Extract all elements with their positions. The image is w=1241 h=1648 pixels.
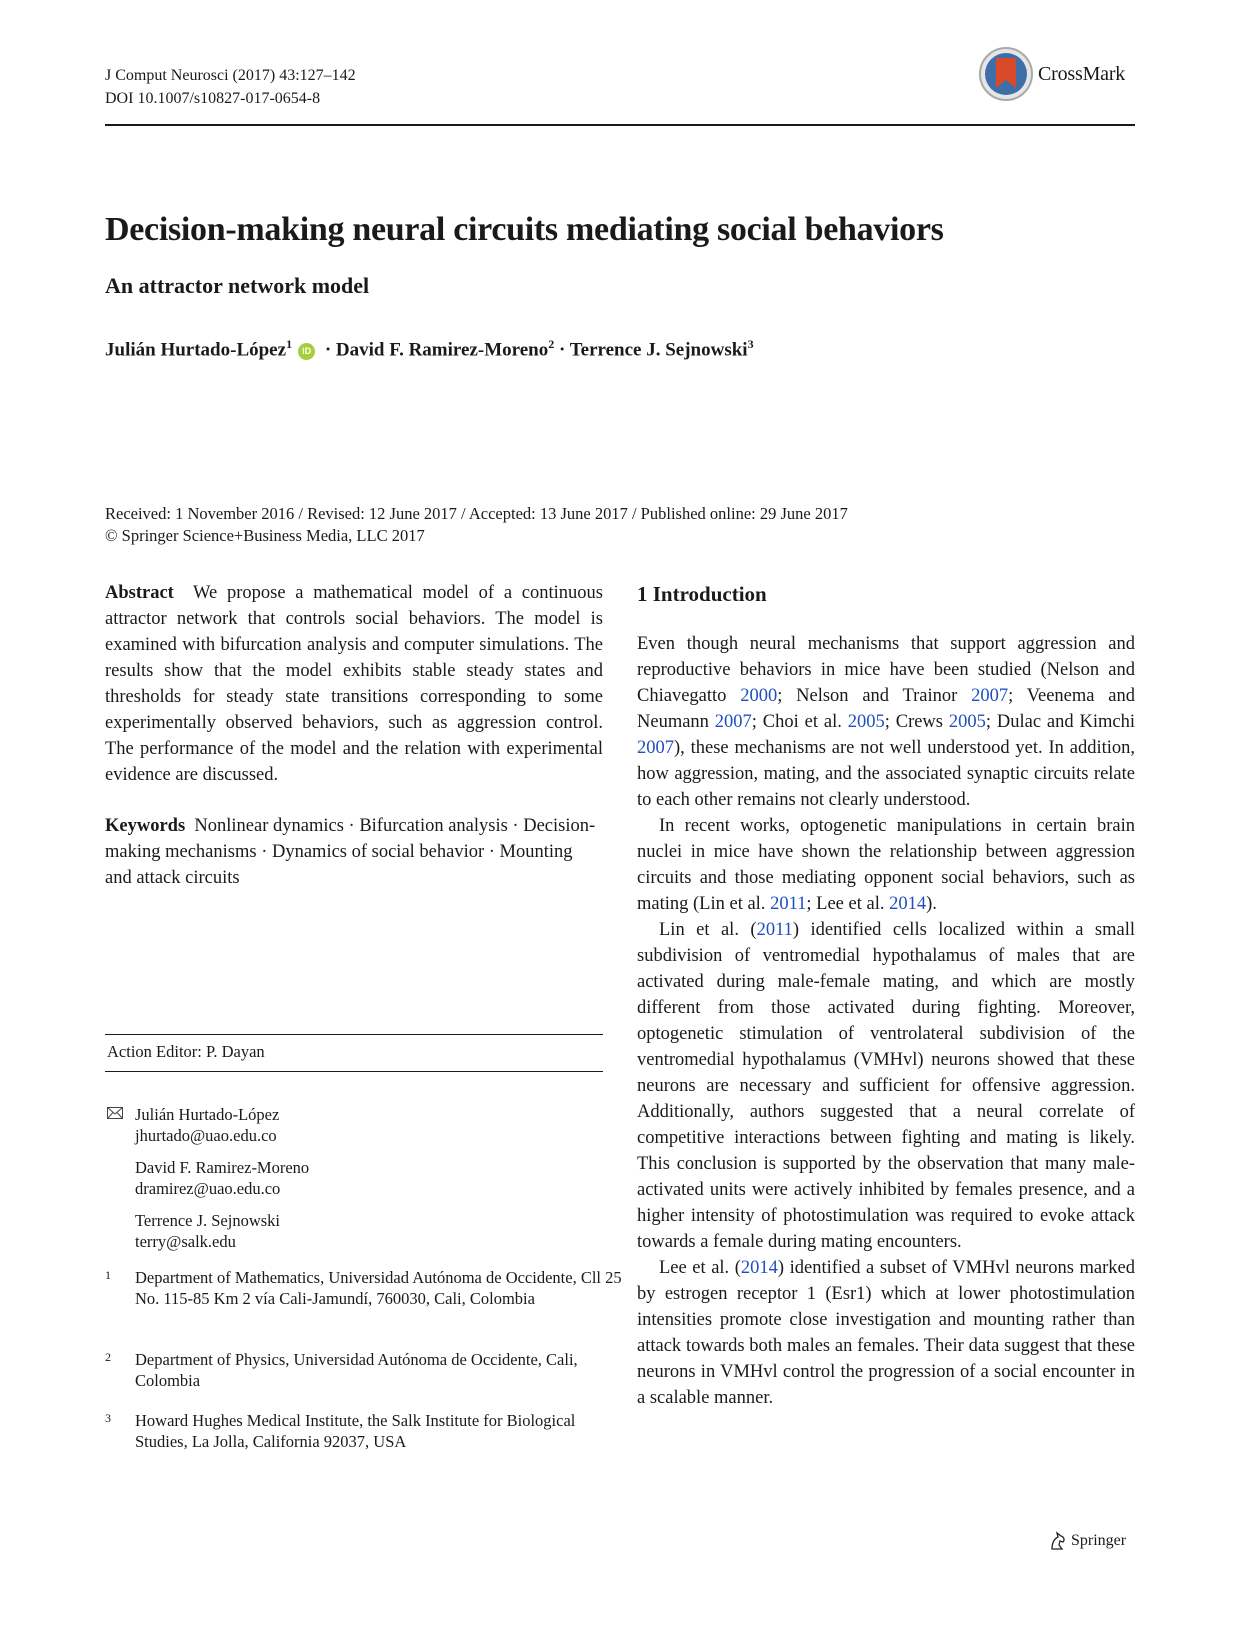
author-affiliation-mark: 3 [747,337,754,351]
paper-title: Decision-making neural circuits mediating social behaviors [105,211,944,248]
affiliation-text: Howard Hughes Medical Institute, the Salk Institute for Biological Studies, La Jolla, California 92037, USA [135,1411,576,1451]
abstract [105,580,603,788]
text-run: ; Nelson and Trainor [777,686,972,706]
paragraph [637,813,1135,917]
affiliation-number: 1 [105,1268,111,1282]
affiliation-text: Department of Mathematics, Universidad Autónoma de Occidente, Cll 25 No. 115-85 Km 2 vía Cali-Jamundí, 760030, Cali, Colombia [135,1268,622,1308]
contact-email[interactable]: terry@salk.edu [135,1232,236,1251]
text-run: ; Choi et al. [751,712,848,732]
citation-link[interactable]: 2014 [740,1258,778,1278]
contact-name: David F. Ramirez-Moreno [135,1158,310,1177]
orcid-icon[interactable]: iD [298,343,315,360]
contact-entry [135,1104,309,1146]
citation-link[interactable]: 2011 [770,894,807,914]
affiliation-text: Department of Physics, Universidad Autónoma de Occidente, Cali, Colombia [135,1350,578,1390]
citation-link[interactable]: 2007 [714,712,752,732]
copyright-line: © Springer Science+Business Media, LLC 2017 [105,526,425,545]
divider [105,1034,603,1035]
publisher-logo [1048,1531,1126,1551]
journal-citation [105,64,356,110]
text-run: ; Crews [884,712,949,732]
author-separator: · [320,339,336,361]
citation-link[interactable]: 2005 [948,712,986,732]
paragraph [637,631,1135,813]
text-run: ; Dulac and Kimchi [985,712,1135,732]
affiliation [105,1410,625,1452]
author-name: Terrence J. Sejnowski [569,339,748,361]
author-name: David F. Ramirez-Moreno [335,339,549,361]
text-run: In recent works, optogenetic manipulations in certain brain nuclei in mice have shown the relationship between aggression circuits and those mediating opponent social behaviors, such as mating (Lin et al. [637,816,1135,914]
contact-entry [135,1210,309,1252]
journal-reference: J Comput Neurosci (2017) 43:127–142 [105,67,356,84]
keywords-text: Nonlinear dynamics · Bifurcation analysis · Decision-making mechanisms · Dynamics of social behavior · Mounting and attack circuits [105,816,596,888]
citation-link[interactable]: 2007 [971,686,1009,706]
action-editor: Action Editor: P. Dayan [107,1042,265,1061]
doi[interactable]: DOI 10.1007/s10827-017-0654-8 [105,90,321,107]
contact-name: Julián Hurtado-López [135,1105,280,1124]
springer-horse-icon [1048,1531,1068,1551]
contact-email[interactable]: jhurtado@uao.edu.co [135,1126,277,1145]
author-name: Julián Hurtado-López [105,339,287,361]
text-run: ; Lee et al. [806,894,890,914]
introduction-body [637,631,1135,1411]
contact-entry [135,1157,309,1199]
affiliation [105,1349,625,1391]
text-run: Even though neural mechanisms that support aggression and reproductive behaviors in mice have been studied (Nelson and Chiavegatto [637,634,1135,706]
paragraph [637,1255,1135,1411]
abstract-text: We propose a mathematical model of a continuous attractor network that controls social behaviors. The model is examined with bifurcation analysis and computer simulations. The results show that the model exhibits stable steady states and thresholds for steady state transitions corresponding to some experimentally observed behaviors, such as aggression control. The performance of the model and the relation with experimental evidence are discussed. [105,583,604,785]
crossmark-badge[interactable] [978,46,1125,102]
citation-link[interactable]: 2007 [637,738,674,758]
author-list [105,337,754,361]
citation-link[interactable]: 2011 [756,920,793,940]
text-run: ), these mechanisms are not well understood yet. In addition, how aggression, mating, and the associated synaptic circuits relate to each other remains not clearly understood. [637,738,1135,810]
text-run: ) identified a subset of VMHvl neurons marked by estrogen receptor 1 (Esr1) which at lower photostimulation intensities promote close investigation and mounting rather than attack towards both males an females. Their data suggest that these neurons in VMHvl control the progression of a social encounter in a scalable manner. [637,1258,1135,1408]
text-run: Lee et al. ( [659,1258,741,1278]
citation-link[interactable]: 2005 [847,712,885,732]
crossmark-label: CrossMark [1038,62,1126,85]
paragraph [637,917,1135,1255]
keywords [105,813,603,891]
citation-link[interactable]: 2000 [740,686,778,706]
divider [105,1071,603,1072]
text-run: Lin et al. ( [659,920,757,940]
text-run: ). [926,894,937,914]
abstract-label: Abstract [105,583,174,603]
envelope-icon [107,1107,123,1119]
affiliation [105,1267,625,1309]
text-run: ) identified cells localized within a small subdivision of ventromedial hypothalamus of males that are activated during male-female mating, and which are mostly different from those activated during fighting. Moreover, optogenetic stimulation of ventrolateral subdivision of the ventromedial hypothalamus (VMHvl) neurons showed that these neurons are necessary and sufficient for offensive aggression. Additionally, authors suggested that a neural correlate of competitive interactions between fighting and mating is likely. This conclusion is supported by the observation that many male-activated units were actively inhibited by females presence, and a higher intensity of photostimulation was required to evoke attack towards a female during mating encounters. [637,920,1135,1252]
affiliation-number: 3 [105,1411,111,1425]
text-run: ; Veenema and Neumann [637,686,1136,732]
contact-email[interactable]: dramirez@uao.edu.co [135,1179,281,1198]
date-line: Received: 1 November 2016 / Revised: 12 June 2017 / Accepted: 13 June 2017 / Published online: 29 June 2017 [105,504,848,523]
corresponding-contacts [135,1104,309,1263]
publisher-name: Springer [1071,1532,1127,1549]
author-separator: · [554,339,570,361]
paper-subtitle: An attractor network model [105,273,370,298]
keywords-label: Keywords [105,816,186,836]
contact-name: Terrence J. Sejnowski [135,1211,281,1230]
publication-history [105,503,848,547]
affiliation-number: 2 [105,1350,111,1364]
crossmark-icon [978,46,1034,102]
header-rule [105,124,1135,126]
author-affiliation-mark: 2 [548,337,555,351]
citation-link[interactable]: 2014 [889,894,927,914]
section-heading: 1 Introduction [637,582,767,606]
author-affiliation-mark: 1 [286,337,293,351]
